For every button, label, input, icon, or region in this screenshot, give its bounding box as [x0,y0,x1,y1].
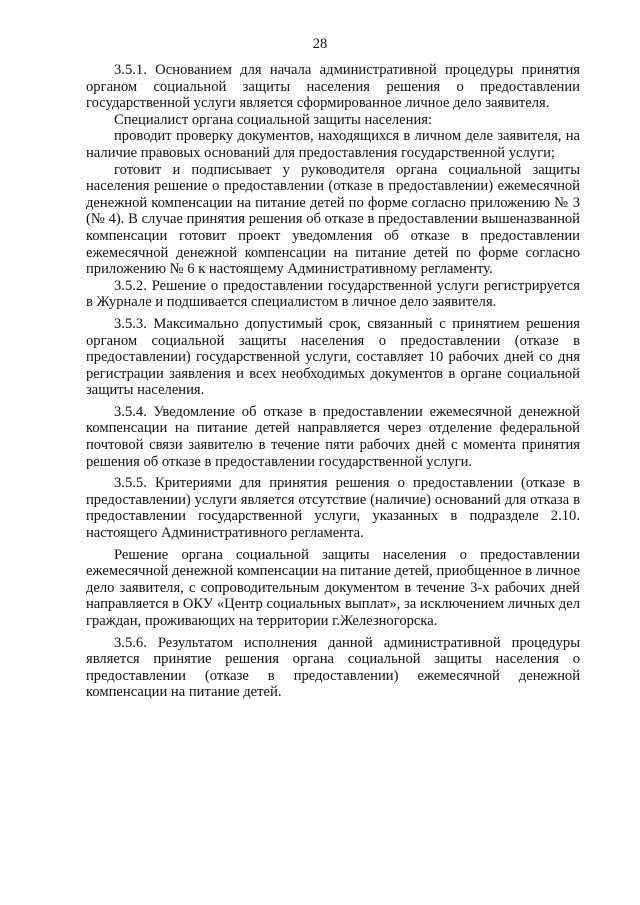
paragraph-3-5-2: 3.5.2. Решение о предоставлении государственной услуги регистрируется в Журнале и подшивается специалистом в личное дело заявителя. [86,277,580,311]
paragraph-prepare-decision: готовит и подписывает у руководителя органа социальной защиты населения решение о предоставлении (отказе в предоставлении) ежемесячной денежной компенсации на питание детей по форме согласно приложению № 3 (№ 4). В случае принятия решения об отказе в предоставлении вышеназванной компенсации готовит проект уведомления об отказе в предоставлении ежемесячной денежной компенсации на питание детей по форме согласно приложению № 6 к настоящему Административному регламенту. [86,161,580,278]
paragraph-check-documents: проводит проверку документов, находящихся в личном деле заявителя, на наличие правовых оснований для предоставления государственной услуги; [86,128,580,161]
paragraph-3-5-5: 3.5.5. Критериями для принятия решения о предоставлении (отказе в предоставлении) услуги является отсутствие (наличие) оснований для отказа в предоставлении государственной услуги, указанных в подразделе 2.10. настоящего Административного регламента. [86,475,580,542]
paragraph-decision-transfer: Решение органа социальной защиты населения о предоставлении ежемесячной денежной компенсации на питание детей, приобщенное в личное дело заявителя, с сопроводительным документом в течение 3-х рабочих дней направляется в ОКУ «Центр социальных выплат», за исключением личных дел граждан, проживающих на территории г.Железногорска. [86,546,580,629]
paragraph-3-5-1: 3.5.1. Основанием для начала административной процедуры принятия органом социальной защиты населения решения о предоставлении государственной услуги является сформированное личное дело заявителя. [86,62,580,112]
paragraph-3-5-6: 3.5.6. Результатом исполнения данной административной процедуры является принятие решения органа социальной защиты населения о предоставлении (отказе в предоставлении) ежемесячной денежной компенсации на питание детей. [86,634,580,701]
paragraph-specialist-intro: Специалист органа социальной защиты населения: [114,111,433,128]
page-number: 28 [312,36,328,52]
paragraph-3-5-4: 3.5.4. Уведомление об отказе в предоставлении ежемесячной денежной компенсации на питание детей направляется через отделение федеральной почтовой связи заявителю в течение пяти рабочих дней с момента принятия решения об отказе в предоставлении государственной услуги. [86,403,580,470]
document-body [86,62,580,706]
paragraph-3-5-3: 3.5.3. Максимально допустимый срок, связанный с принятием решения органом социальной защиты населения о предоставлении (отказе в предоставлении) государственной услуги, составляет 10 рабочих дней со дня регистрации заявления и всех необходимых документов в органе социальной защиты населения. [86,315,580,399]
